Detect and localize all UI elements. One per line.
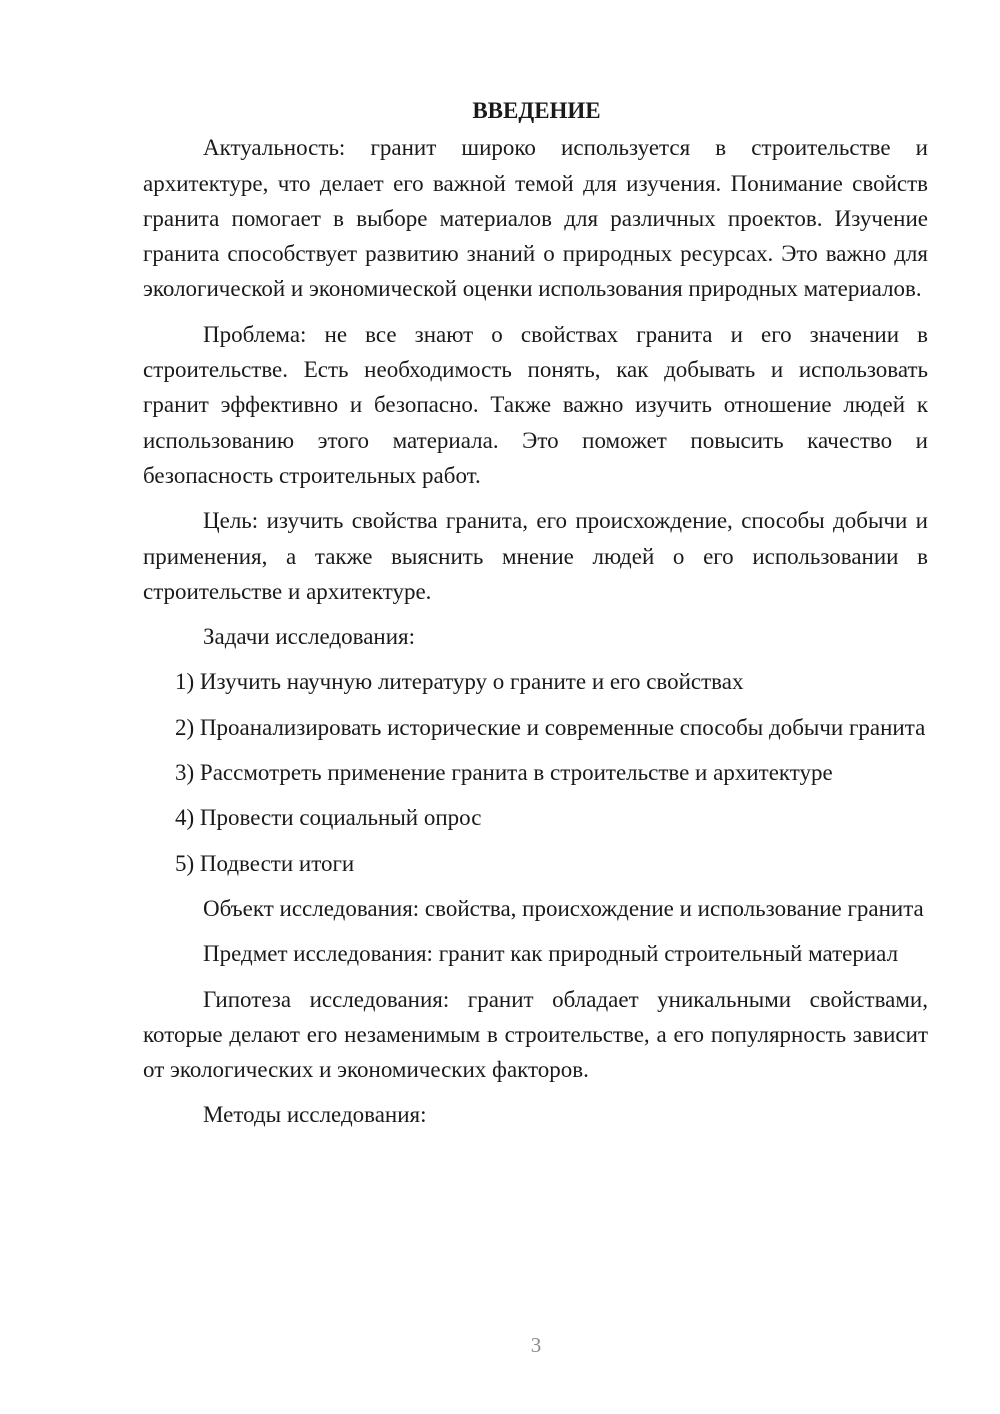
paragraph-object: Объект исследования: свойства, происхождение и использование гранита xyxy=(203,895,924,921)
document-body xyxy=(143,93,928,1143)
task-item-3: 3) Рассмотреть применение гранита в строительстве и архитектуре xyxy=(175,760,833,786)
task-item-1: 1) Изучить научную литературу о граните и его свойствах xyxy=(175,669,744,695)
page-number: 3 xyxy=(530,1333,542,1357)
task-item-5: 5) Подвести итоги xyxy=(175,850,355,876)
page-title: ВВЕДЕНИЕ xyxy=(472,98,601,123)
tasks-title: Задачи исследования: xyxy=(203,624,416,650)
paragraph-relevance: Актуальность: гранит широко используется в строительстве и архитектуре, что делает его важной темой для изучения. Понимание свойств гранита помогает в выборе материалов для различных проектов. Изучение гранита способствует развитию знаний о природных ресурсах. Это важно для экологической и экономической оценки использования природных материалов. xyxy=(143,135,928,302)
paragraph-problem: Проблема: не все знают о свойствах гранита и его значении в строительстве. Есть необходимость понять, как добывать и использовать гранит эффективно и безопасно. Также важно изучить отношение людей к использованию этого материала. Это поможет повысить качество и безопасность строительных работ. xyxy=(143,321,928,488)
paragraph-goal: Цель: изучить свойства гранита, его происхождение, способы добычи и применения, а также выяснить мнение людей о его использовании в строительстве и архитектуре. xyxy=(143,508,928,604)
paragraph-hypothesis: Гипотеза исследования: гранит обладает уникальными свойствами, которые делают его незаменимым в строительстве, а его популярность зависит от экологических и экономических факторов. xyxy=(143,986,928,1083)
paragraph-subject: Предмет исследования: гранит как природный строительный материал xyxy=(203,941,899,967)
task-item-2: 2) Проанализировать исторические и современные способы добычи гранита xyxy=(175,714,926,740)
task-item-4: 4) Провести социальный опрос xyxy=(175,805,482,831)
methods-title: Методы исследования: xyxy=(203,1102,427,1128)
